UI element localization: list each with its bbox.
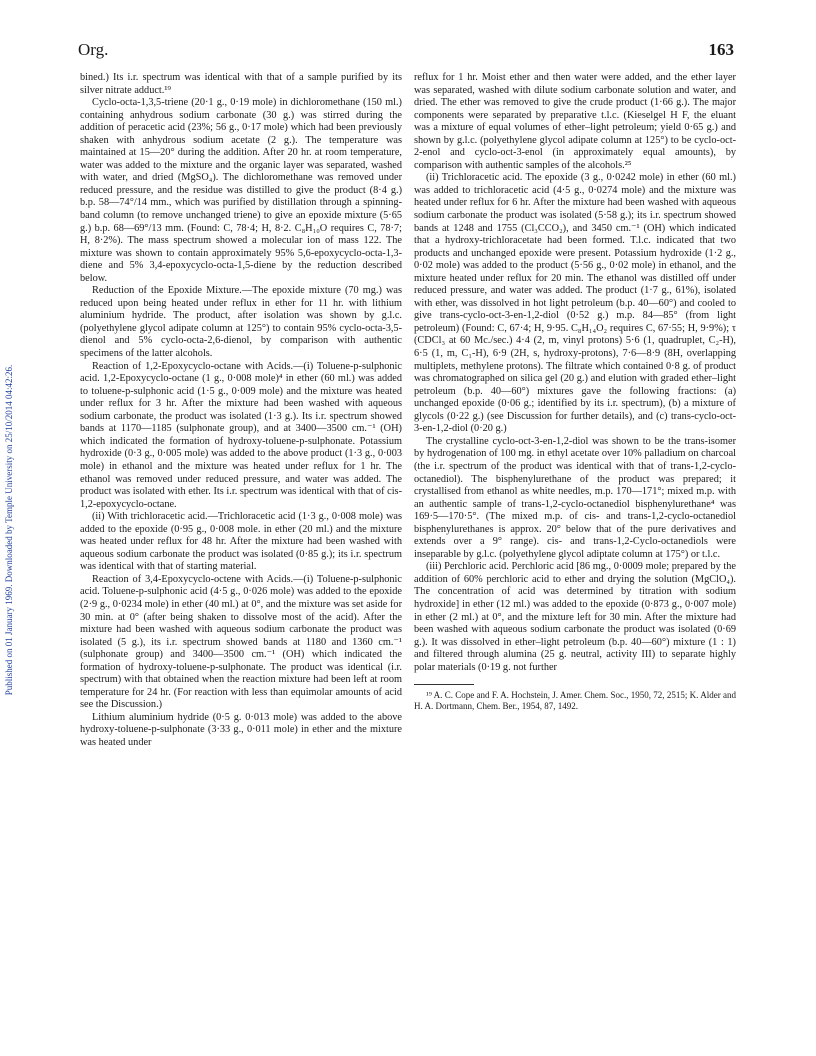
- paragraph: (iii) Perchloric acid. Perchloric acid [86 mg., 0·0009 mole; prepared by the addition of 60% perchloric acid to ether and drying the solution (MgClO₄). The concentration of acid was determined by titration with sodium hydroxide] in ether (12 ml.) was added to the epoxide (0·873 g., 0·007 mole) in ether (2 ml.) at 0°, and the mixture left for 30 min. After the mixture had been washed with aqueous sodium carbonate the product was isolated (0·69 g.). It was dissolved in ether–light petroleum (b.p. 40—60°) mixture (1 : 1) and filtered through alumina (25 g. neutral, activity III) to separate highly polar materials (0·19 g. not further: [414, 561, 736, 673]
- footnote-divider: [414, 684, 474, 685]
- paragraph: (ii) Trichloracetic acid. The epoxide (3 g., 0·0242 mole) in ether (60 ml.) was added to trichloracetic acid (4·5 g., 0·0274 mole) and the mixture was heated under reflux for 6 hr. After the mixture had been washed with aqueous sodium carbonate the product was isolated (5·58 g.); its i.r. spectrum showed bands at 1248 and 1755 (Cl₃CCO₂), and 3450 cm.⁻¹ (OH) which indicated that a hydroxy-trichloracetate had been formed. T.l.c. indicated that two products and unchanged epoxide were present. Potassium hydroxide (1·2 g., 0·02 mole) was added to the product (5·56 g., 0·02 mole) in ethanol, and the mixture heated under reflux for 20 min. The ethanol was distilled off under reduced pressure, and water was added. The product (1·7 g., 61%), isolated with ether, was dissolved in hot light petroleum (b.p. 40—60°) and cooled to give trans-cyclo-oct-3-en-1,2-diol (0·52 g.) m.p. 84—85° (from light petroleum) (Found: C, 67·4; H, 9·95. C₈H₁₄O₂ requires C, 67·55; H, 9·9%); τ (CDCl₃ at 60 Mc./sec.) 4·4 (2, m, vinyl protons) 5·6 (1, quadruplet, C₂-H), 6·5 (1, m, C₁-H), 6·9 (2H, s, hydroxy-protons), 7·6—8·9 (8H, overlapping multiplets, methylene protons). The filtrate which contained 0·8 g. of product was chromatographed on silica gel (20 g.) and elution with graded ether–light petroleum (b.p. 40—60°) mixtures gave the following fractions: (a) unchanged epoxide (0·06 g.; identified by its i.r. spectrum), (b) a mixture of glycols (0·22 g.) (see Discussion for further details), and (c) trans-cyclo-oct-3-en-1,2-diol (0·20 g.): [414, 172, 736, 435]
- page-number: 163: [708, 40, 734, 59]
- running-head: [78, 40, 734, 64]
- journal-section: Org.: [78, 40, 109, 59]
- footnote: ¹⁹ A. C. Cope and F. A. Hochstein, J. Amer. Chem. Soc., 1950, 72, 2515; K. Alder and H. A. Dortmann, Chem. Ber., 1954, 87, 1492.: [414, 690, 736, 712]
- publication-sidebar: [4, 230, 18, 830]
- left-column: [80, 72, 402, 750]
- paragraph: bined.) Its i.r. spectrum was identical with that of a sample purified by its silver nitrate adduct.¹⁹: [80, 72, 402, 96]
- paragraph: Reaction of 1,2-Epoxycyclo-octane with Acids.—(i) Toluene-p-sulphonic acid. 1,2-Epoxycyclo-octane (1 g., 0·008 mole)⁴ in ether (60 ml.) was added to toluene-p-sulphonic acid (1·5 g., 0·009 mole) and the mixture was heated under reflux for 3 hr. After the mixture had been washed with aqueous sodium carbonate, the product was isolated (1·3 g.). Its i.r. spectrum showed bands at 1170—1185 (sulphonate group), and at 3400—3500 cm.⁻¹ (OH) which indicated the formation of hydroxy-toluene-p-sulphonate. Potassium hydroxide (0·3 g., 0·005 mole) was added to the above product (1·3 g., 0·003 mole) in ethanol and the mixture was heated under reflux for 1 hr. The ethanol was removed under reduced pressure, and water was added. The product was isolated with ether. Its i.r. spectrum was identical with that of cis-1,2-epoxycyclo-octane.: [80, 360, 402, 510]
- paragraph: Cyclo-octa-1,3,5-triene (20·1 g., 0·19 mole) in dichloromethane (150 ml.) containing anhydrous sodium carbonate (30 g.) was stirred during the addition of peracetic acid (23%; 56 g., 0·17 mole) which had been previously shaken with anhydrous sodium acetate (2 g.). The temperature was maintained at 15—20° during the addition. After 20 hr. at room temperature, water was added to the mixture and the organic layer was separated, washed with water, and dried (MgSO₄). The dichloromethane was removed under reduced pressure, and the residue was distilled to give the product (8·4 g.) b.p. 58—74°/14 mm., which was purified by distillation through a spinning-band column (to remove unchanged triene) to give an epoxide mixture (5·65 g.) b.p. 68—69°/13 mm. (Found: C, 78·4; H, 8·2. C₈H₁₀O requires C, 78·7; H, 8·2%). The mass spectrum showed a molecular ion of mass 122. The mixture was shown to contain approximately 95% 5,6-epoxycyclo-octa-1,3-diene and 5% 3,4-epoxycyclo-octa-1,5-diene by the reduction described below.: [80, 97, 402, 284]
- right-column: [414, 72, 736, 712]
- paragraph: The crystalline cyclo-oct-3-en-1,2-diol was shown to be the trans-isomer by hydrogenation of 100 mg. in ethyl acetate over 10% palladium on charcoal (the i.r. spectrum of the product was identical with that of trans-1,2-cyclo-octanediol). The bisphenylurethane of the product was prepared; it crystallised from ethanol as white needles, m.p. 170—171°; mixed m.p. with an authentic sample of trans-1,2-cyclo-octanediol bisphenylurethane⁴ was 169·5—170·5°. (The mixed m.p. of cis- and trans-1,2-cyclo-octanediol bisphenylurethanes is approx. 20° below that of the pure derivatives and extends over a 9° range). cis- and trans-1,2-Cyclo-octanediols were inseparable by g.l.c. (polyethylene glycol adiptate column at 175°) or t.l.c.: [414, 435, 736, 560]
- paragraph: reflux for 1 hr. Moist ether and then water were added, and the ether layer was separated, washed with dilute sodium carbonate solution and water, and dried. The ether was removed to give the crude product (1·66 g.). The major components were separated by preparative t.l.c. (Kieselgel H F, the eluant was a mixture of equal volumes of ether–light petroleum; yield 0·65 g.) and shown by g.l.c. (polyethylene glycol adipate column at 125°) to be cyclo-oct-2-enol and cyclo-oct-3-enol (in approximately equal amounts), by comparison with authentic samples of the alcohols.²⁵: [414, 72, 736, 171]
- paragraph: (ii) With trichloracetic acid.—Trichloracetic acid (1·3 g., 0·008 mole) was added to the epoxide (0·95 g., 0·008 mole. in ether (20 ml.) and the mixture was heated under reflux for 48 hr. After the mixture had been washed with aqueous sodium carbonate the product was isolated (0·85 g.); its i.r. spectrum was identical with that of starting material.: [80, 511, 402, 573]
- paragraph: Lithium aluminium hydride (0·5 g. 0·013 mole) was added to the above hydroxy-toluene-p-sulphonate (3·33 g., 0·011 mole) in ether and the mixture was heated under: [80, 711, 402, 748]
- paragraph: Reduction of the Epoxide Mixture.—The epoxide mixture (70 mg.) was reduced upon being heated under reflux in ether for 11 hr. with lithium aluminium hydride. The product, after isolation was shown by g.l.c. (polyethylene glycol adipate column at 125°) to contain 95% cyclo-octa-3,5-dienol and 5% cyclo-octa-2,6-dienol, by comparison with authentic specimens of the latter alcohols.: [80, 285, 402, 360]
- publication-notice[interactable]: Published on 01 January 1969. Downloaded by Temple University on 25/10/2014 04:42:26.: [4, 364, 14, 696]
- paragraph: Reaction of 3,4-Epoxycyclo-octene with Acids.—(i) Toluene-p-sulphonic acid. Toluene-p-sulphonic acid (4·5 g., 0·026 mole) was added to the epoxide (2·9 g., 0·0234 mole) in ether (40 ml.) at 0°, and the mixture was set aside for 30 min. at 0° (after being shaken to dissolve most of the acid). After the mixture had been washed with aqueous sodium carbonate the product was isolated (5 g.), its i.r. spectrum showed bands at 1180 and 1360 cm.⁻¹ (sulphonate group) and 3400—3500 cm.⁻¹ (OH) which indicated the formation of hydroxy-toluene-p-sulphonate. The product was identical (i.r. spectrum) with that obtained when the reaction mixture had been left at room temperature for 24 hr. (For reaction with less than equimolar amounts of acid see the Discussion.): [80, 573, 402, 711]
